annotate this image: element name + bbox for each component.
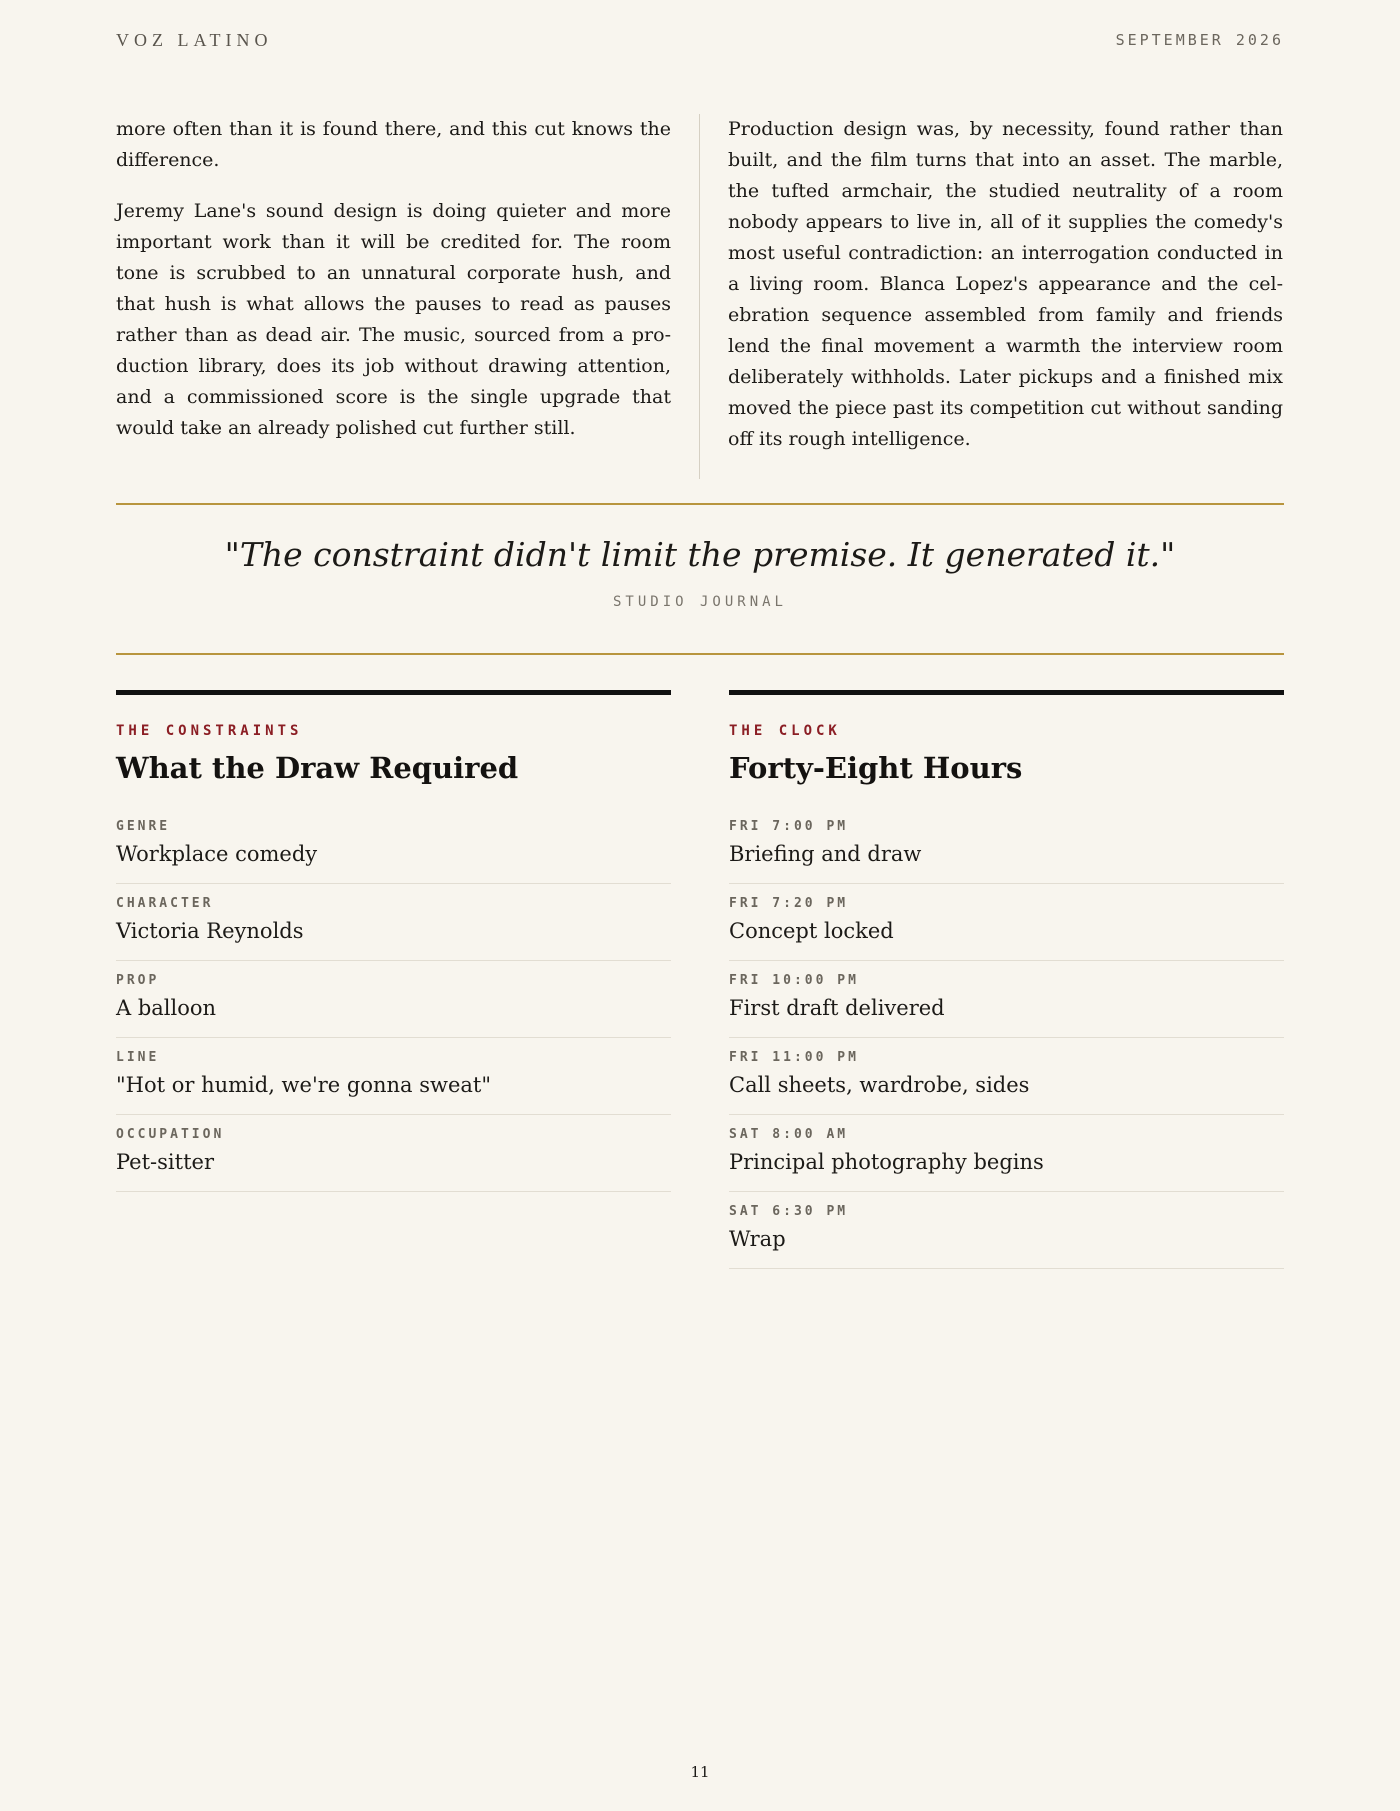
entry-label: OCCUPATION (116, 1127, 225, 1142)
list-item (729, 1192, 1284, 1269)
entry-label: FRI 10:00 PM (729, 973, 859, 988)
entry-value: Victoria Reynolds (116, 919, 304, 943)
constraints-panel (116, 690, 671, 1269)
clock-panel (729, 690, 1284, 1269)
entry-label: SAT 8:00 AM (729, 1127, 849, 1142)
entry-label: GENRE (116, 819, 171, 834)
entry-label: FRI 11:00 PM (729, 1050, 859, 1065)
panel-title: What the Draw Required (116, 751, 519, 785)
paragraph: Jeremy Lane's sound design is doing quieter and more important work than it will be credited for. The room tone is scrubbed to an unnatural corporate hush, and that hush is what allows the pauses to read as pauses rather than as dead air. The music, sourced from a production library, does its job without drawing attention, and a commissioned score is the single upgrade that would take an already polished cut further still. (116, 200, 671, 439)
list-item (116, 961, 671, 1038)
entry-label: SAT 6:30 PM (729, 1204, 849, 1219)
paragraph: more often than it is found there, and this cut knows the difference. (116, 118, 671, 171)
entry-value: Concept locked (729, 919, 894, 943)
column-divider (699, 114, 700, 479)
article-column-left (116, 114, 671, 479)
panel-title: Forty-Eight Hours (729, 751, 1023, 785)
list-item (729, 961, 1284, 1038)
masthead: VOZ LATINO (116, 29, 273, 50)
entry-value: Pet-sitter (116, 1150, 214, 1174)
entry-label: PROP (116, 973, 160, 988)
paragraph: Production design was, by necessity, found rather than built, and the film turns that into an asset. The marble, the tufted armchair, the studied neutrality of a room nobody appears to live in, all of it supplies the comedy's most useful contradiction: an interrogation conducted in a living room. Blanca Lopez's appearance and the celebration sequence assembled from family and friends lend the final movement a warmth the interview room deliberately withholds. Later pickups and a finished mix moved the piece past its competition cut without sanding off its rough intelligence. (728, 118, 1283, 450)
page-number: 11 (690, 1763, 710, 1781)
issue-date: SEPTEMBER 2026 (1115, 31, 1284, 49)
timeline-list (729, 807, 1284, 1269)
list-item (729, 1115, 1284, 1192)
entry-value: Wrap (729, 1227, 786, 1251)
entry-value: Briefing and draw (729, 842, 922, 866)
entry-label: LINE (116, 1050, 160, 1065)
entry-label: CHARACTER (116, 896, 214, 911)
entry-value: A balloon (116, 996, 217, 1020)
pull-quote-source: STUDIO JOURNAL (612, 594, 787, 610)
panel-kicker: THE CONSTRAINTS (116, 723, 303, 739)
list-item (116, 1115, 671, 1192)
entry-value: "Hot or humid, we're gonna sweat" (116, 1073, 492, 1097)
list-item (729, 1038, 1284, 1115)
entry-value: Principal photography begins (729, 1150, 1044, 1174)
article-column-right (728, 114, 1283, 479)
entry-value: First draft delivered (729, 996, 945, 1020)
entry-label: FRI 7:20 PM (729, 896, 849, 911)
list-item (729, 884, 1284, 961)
entry-value: Call sheets, wardrobe, sides (729, 1073, 1030, 1097)
pull-quote-text: "The constraint didn't limit the premise. It generated it." (224, 535, 1176, 574)
list-item (729, 807, 1284, 884)
entry-label: FRI 7:00 PM (729, 819, 849, 834)
sidebar-panels (116, 690, 1284, 1269)
panel-kicker: THE CLOCK (729, 723, 841, 739)
list-item (116, 807, 671, 884)
pull-quote (116, 503, 1284, 655)
page-header (116, 26, 1284, 54)
list-item (116, 1038, 671, 1115)
constraints-list (116, 807, 671, 1192)
entry-value: Workplace comedy (116, 842, 318, 866)
article-body (116, 114, 1284, 479)
list-item (116, 884, 671, 961)
